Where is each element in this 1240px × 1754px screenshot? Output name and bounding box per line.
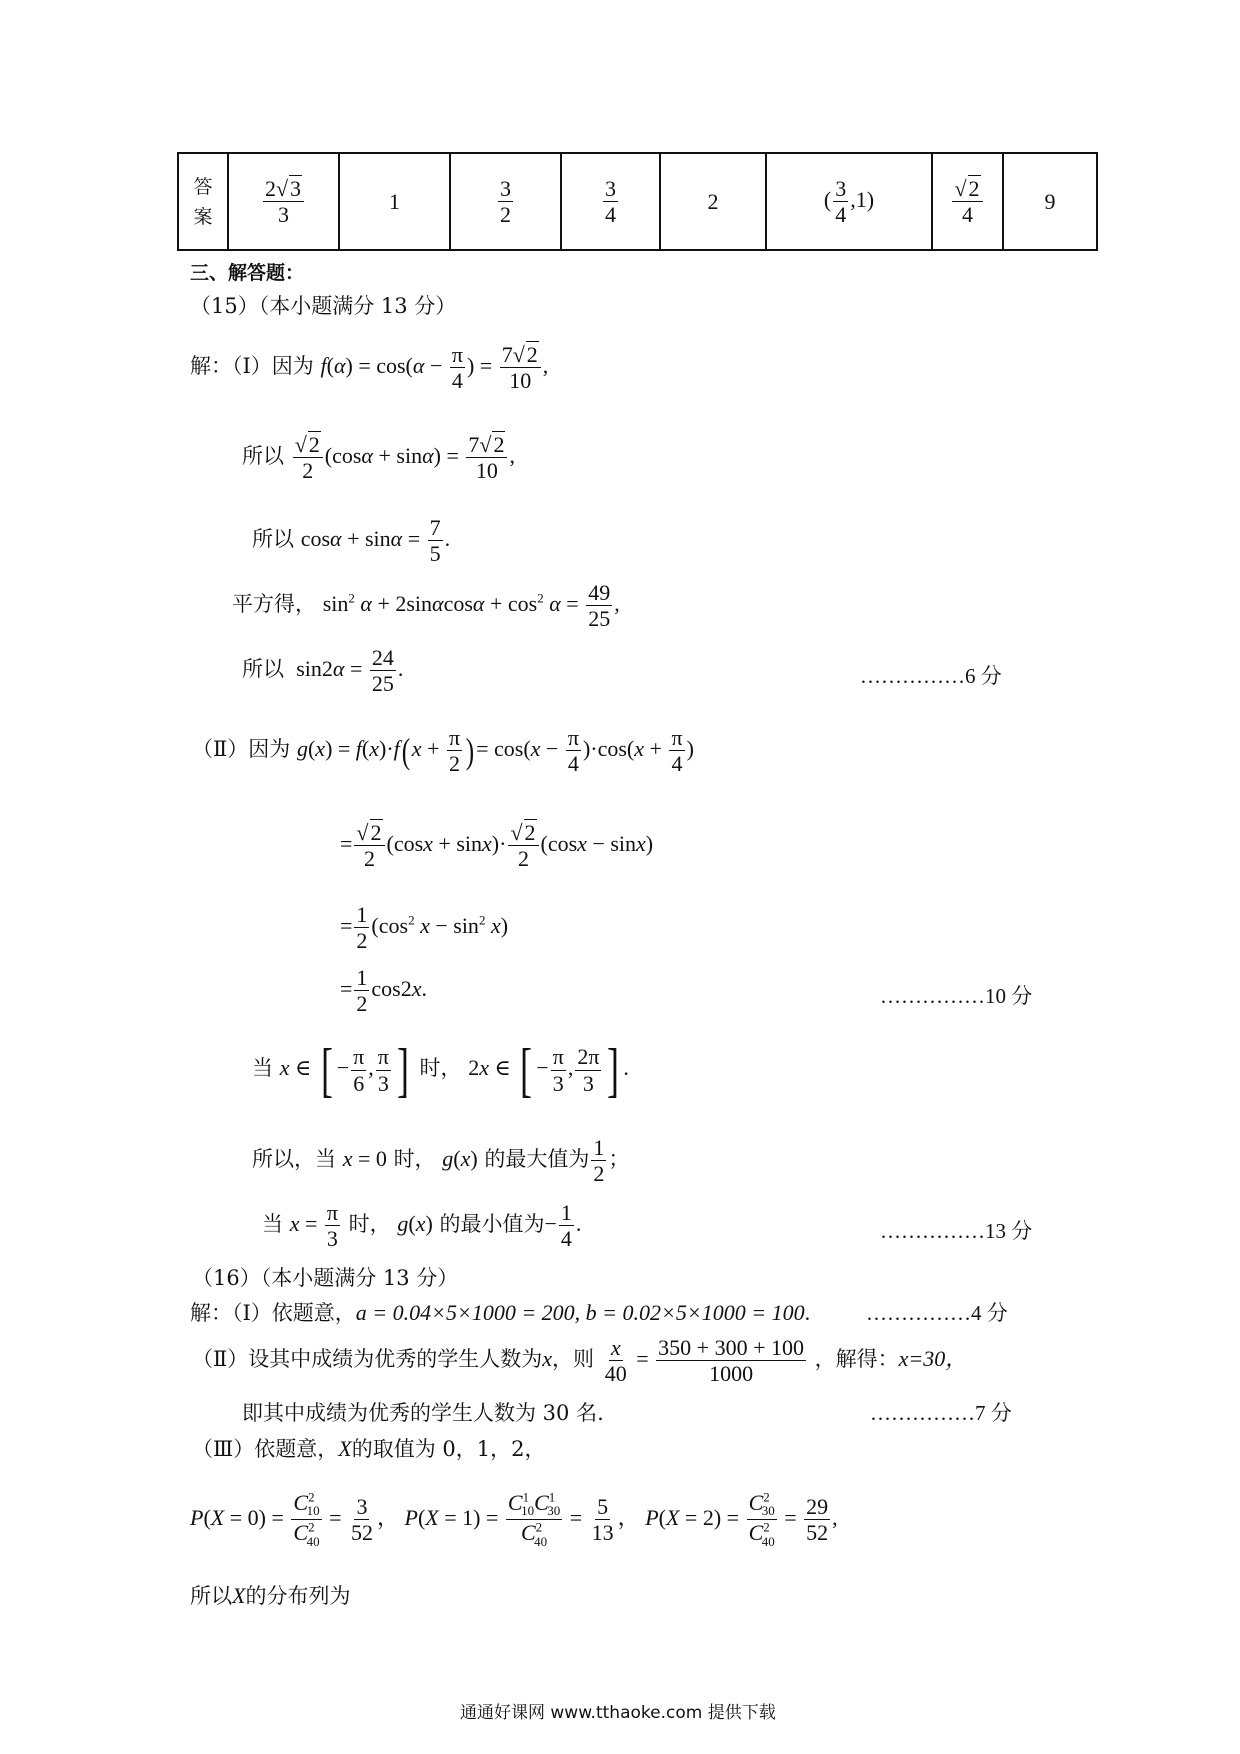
points-6: ……………6 分 [860, 664, 1002, 688]
points-13: ……………13 分 [880, 1219, 1033, 1243]
q15-title: （15）（本小题满分 13 分） [190, 294, 457, 318]
q15-part2-line-7: 当 x = $\frac{\pi}{3}$ 时， g(x) 的最小值为− $\frac{1}{4}$ . [262, 1200, 582, 1252]
q15-line-2: 所以 $\frac{√2}{2}$ (cosα + sinα) = $\frac{7√2}{10}$ , [242, 432, 515, 484]
q16-title: （16）（本小题满分 13 分） [192, 1266, 459, 1290]
points-10: ……………10 分 [880, 984, 1033, 1008]
answer-cell-1: $\frac{2√3}{3}$ [228, 153, 339, 250]
q15-part2-line-3: = $\frac{1}{2}$ ($\cos^2$ $x - \sin^2 x$) [340, 902, 509, 954]
answer-cell-5: 2 [660, 153, 766, 250]
answer-header-cell: 答 案 [178, 153, 228, 250]
points-4: ……………4 分 [866, 1301, 1008, 1325]
answer-cell-7: $\frac{√2}{4}$ [932, 153, 1003, 250]
q16-line-2: （Ⅱ）设其中成绩为优秀的学生人数为x，则 $\frac{x}{40}$ = $\frac{350 + 300 + 100}{1000}$ ，解得：x=30， [192, 1335, 968, 1387]
q15-line-3: 所以 cosα + sinα = $\frac{7}{5}$ . [252, 515, 451, 567]
q16-line-5: 所以X的分布列为 [190, 1583, 351, 1608]
q15-part2-line-4: = $\frac{1}{2}$ cos2x. [340, 965, 428, 1017]
answer-cell-8: 9 [1003, 153, 1097, 250]
points-7: ……………7 分 [870, 1401, 1012, 1425]
q16-line-3: 即其中成绩为优秀的学生人数为 30 名. [242, 1401, 604, 1425]
q16-line-1: 解：（Ⅰ）依题意，a = 0.04×5×1000 = 200, b = 0.02×5×1000 = 100. [190, 1300, 811, 1325]
q15-part2-line-2: = $\frac{√2}{2}$ (cosx + sinx)· $\frac{√2}{2}$ (cosx − sinx) [340, 820, 654, 872]
answer-cell-3: $\frac{3}{2}$ [450, 153, 561, 250]
q15-line-4: 平方得， $\sin^2 \alpha + 2\sin\alpha\cos\alpha + \cos^2 \alpha$ = $\frac{49}{25}$ , [232, 580, 620, 632]
q16-probabilities: P(X = 0) = $\frac{C^2_{10}}{C^2_{40}}$ = $\frac{3}{52}$ ， P(X = 1) = $\frac{C^1_{10}C^1_{30}}{C^2_{40}}$ = $\frac{5}{13}$ ， P(X = 2) = $\frac{C^2_{30}}{C^2_{40}}$ = $\frac{29}{52}$ , [190, 1489, 838, 1549]
answer-cell-6: ( $\frac{3}{4}$ ,1) [766, 153, 932, 250]
page-footer: 通通好课网 www.tthaoke.com 提供下载 [460, 1703, 776, 1723]
answer-cell-2: 1 [339, 153, 450, 250]
section-title: 三、解答题： [190, 262, 305, 284]
answer-table [177, 152, 1098, 251]
q16-line-4: （Ⅲ）依题意，X的取值为 0，1，2， [192, 1436, 546, 1461]
q15-part2-line-6: 所以，当 x = 0 时， g(x) 的最大值为 $\frac{1}{2}$ ； [252, 1135, 630, 1187]
q15-line-1: 解：（Ⅰ）因为 f(α) = cos(α − $\frac{\pi}{4}$ ) = $\frac{7√2}{10}$ , [190, 342, 549, 394]
q15-part2-line-1: （Ⅱ）因为 g(x) = f(x)·f(x + $\frac{\pi}{2}$ )= cos(x − $\frac{\pi}{4}$ )·cos(x + $\frac{\pi}{4}$ ) [192, 725, 694, 777]
q15-part2-line-5: 当 x ∈ [ − $\frac{\pi}{6}$ , $\frac{\pi}{3}$ ] 时， 2x ∈ [ − $\frac{\pi}{3}$ , $\frac{2\pi}{3}$ ] . [252, 1037, 629, 1103]
answer-cell-4: $\frac{3}{4}$ [561, 153, 660, 250]
q15-line-5: 所以 sin2α = $\frac{24}{25}$ . [242, 645, 404, 697]
